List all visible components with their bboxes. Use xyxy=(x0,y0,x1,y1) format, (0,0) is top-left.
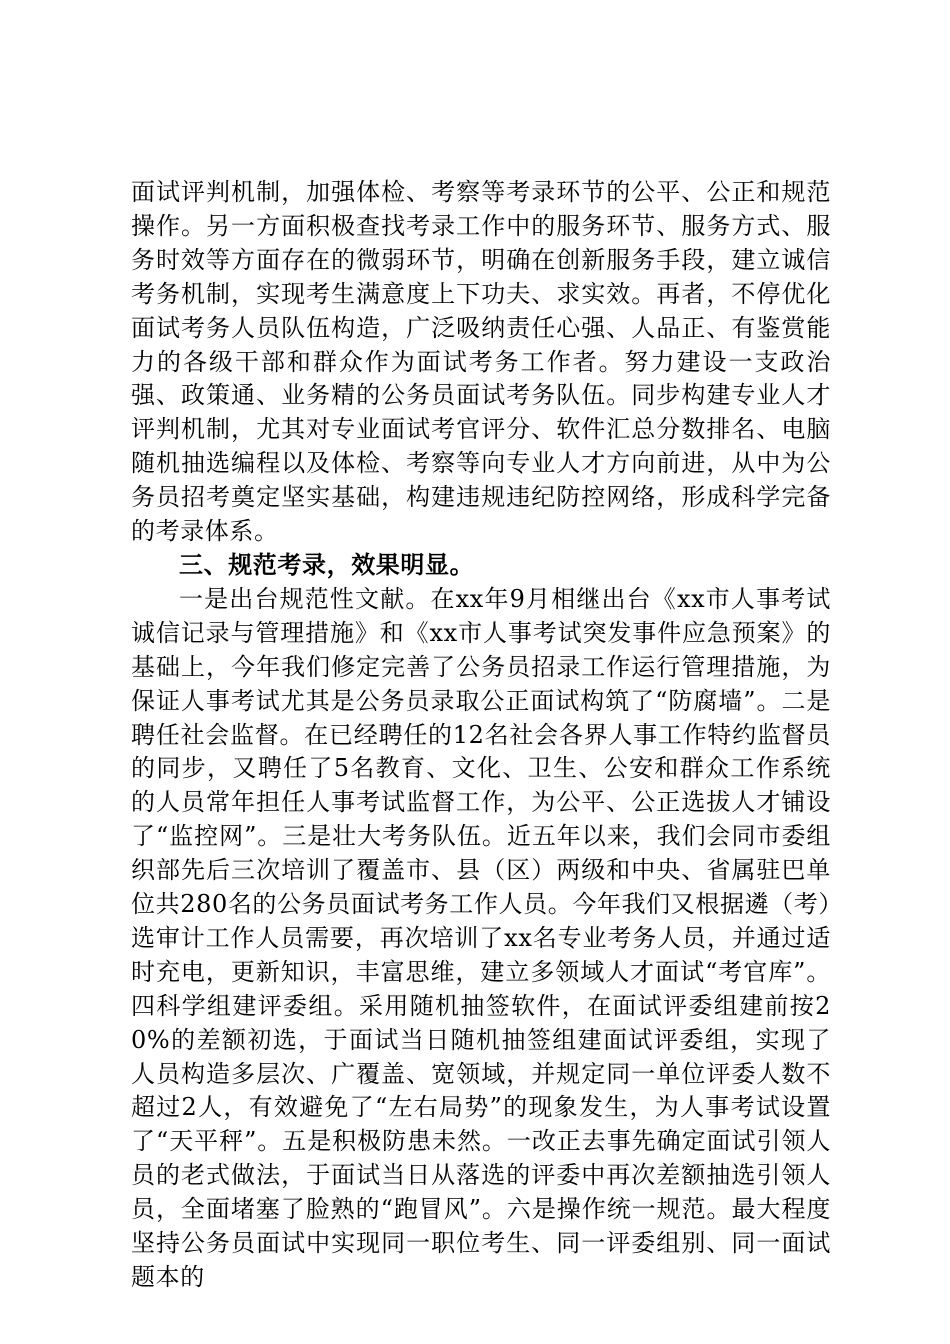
body-paragraph-2: 一是出台规范性文献。在xx年9月相继出台《xx市人事考试诚信记录与管理措施》和《xx市人事考试突发事件应急预案》的基础上，今年我们修定完善了公务员招录工作运行管理措施，为保证人事考试尤其是公务员录取公正面试构筑了“防腐墙”。二是聘任社会监督。在已经聘任的12名社会各界人事工作特约监督员的同步，又聘任了5名教育、文化、卫生、公安和群众工作系统的人员常年担任人事考试监督工作，为公平、公正选拔人才铺设了“监控网”。三是壮大考务队伍。近五年以来，我们会同市委组织部先后三次培训了覆盖市、县（区）两级和中央、省属驻巴单位共280名的公务员面试考务工作人员。今年我们又根据遴（考）选审计工作人员需要，再次培训了xx名专业考务人员，并通过适时充电，更新知识，丰富思维，建立多领域人才面试“考官库”。四科学组建评委组。采用随机抽签软件，在面试评委组建前按20%的差额初选，于面试当日随机抽签组建面试评委组，实现了人员构造多层次、广覆盖、宽领域，并规定同一单位评委人数不超过2人，有效避免了“左右局势”的现象发生，为人事考试设置了“天平秤”。五是积极防患未然。一改正去事先确定面试引领人员的老式做法，于面试当日从落选的评委中再次差额抽选引领人员，全面堵塞了脸熟的“跑冒风”。六是操作统一规范。最大程度坚持公务员面试中实现同一职位考生、同一评委组别、同一面试题本的 xyxy=(131,584,831,1291)
document-body xyxy=(131,176,831,1295)
section-heading-3: 三、规范考录，效果明显。 xyxy=(179,550,475,579)
body-paragraph-1: 面试评判机制，加强体检、考察等考录环节的公平、公正和规范操作。另一方面积极查找考录工作中的服务环节、服务方式、服务时效等方面存在的微弱环节，明确在创新服务手段，建立诚信考务机制，实现考生满意度上下功夫、求实效。再者，不停优化面试考务人员队伍构造，广泛吸纳责任心强、人品正、有鉴赏能力的各级干部和群众作为面试考务工作者。努力建设一支政治强、政策通、业务精的公务员面试考务队伍。同步构建专业人才评判机制，尤其对专业面试考官评分、软件汇总分数排名、电脑随机抽选编程以及体检、考察等向专业人才方向前进，从中为公务员招考奠定坚实基础，构建违规违纪防控网络，形成科学完备的考录体系。 xyxy=(131,178,831,546)
